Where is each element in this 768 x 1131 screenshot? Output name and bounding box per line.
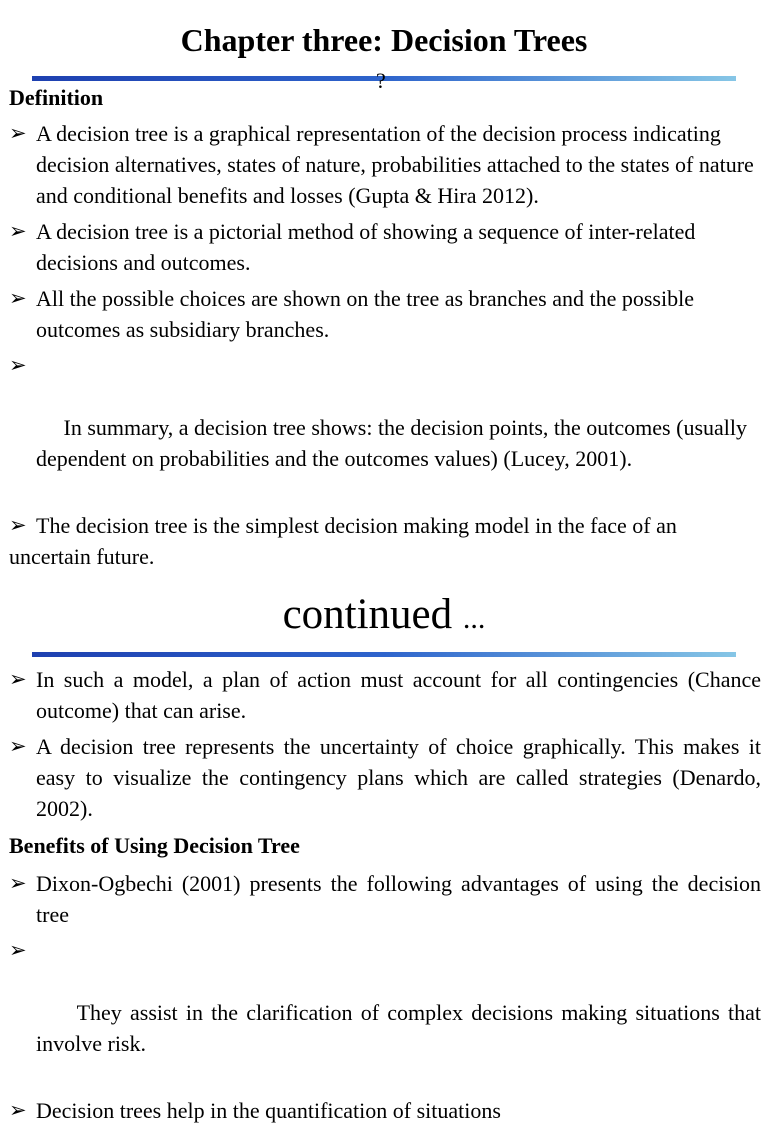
continued-bullet-2 — [9, 731, 761, 824]
continued-bullet-list — [9, 664, 761, 829]
bullet-text: A decision tree is a graphical representation of the decision process indicating decision alternatives, states of nature, probabilities attached to the states of nature and conditional benefits and losses (Gupta & Hira 2012). — [36, 121, 754, 208]
benefits-bullet-3 — [9, 1095, 761, 1126]
title-question-mark: ? — [376, 68, 386, 93]
benefits-bullet-list — [9, 868, 767, 1131]
arrow-bullet-icon: ➢ — [9, 219, 27, 243]
definition-bullet-4 — [9, 350, 761, 505]
definition-bullet-3 — [9, 283, 761, 345]
benefits-heading: Benefits of Using Decision Tree — [9, 833, 300, 858]
arrow-bullet-icon: ➢ — [9, 353, 27, 377]
benefits-bullet-2 — [9, 935, 767, 1090]
continued-underline — [32, 652, 736, 657]
arrow-bullet-icon: ➢ — [9, 1098, 27, 1122]
arrow-bullet-icon: ➢ — [9, 938, 27, 962]
bullet-text: All the possible choices are shown on the tree as branches and the possible outcomes as subsidiary branches. — [36, 286, 694, 342]
arrow-bullet-icon: ➢ — [9, 121, 27, 145]
arrow-bullet-icon: ➢ — [9, 286, 27, 310]
bullet-text: A decision tree represents the uncertainty of choice graphically. This makes it easy to visualize the contingency plans which are called strategies (Denardo, 2002). — [36, 734, 761, 821]
chapter-title: Chapter three: Decision Trees — [180, 22, 588, 58]
definition-bullet-2 — [9, 216, 761, 278]
arrow-bullet-icon: ➢ — [9, 667, 27, 691]
bullet-text: The decision tree is the simplest decision making model in the face of an uncertain future. — [9, 513, 677, 569]
arrow-bullet-icon: ➢ — [9, 871, 27, 895]
continued-title-dots: ... — [462, 602, 486, 635]
bullet-text: They assist in the clarification of complex decisions making situations that involve risk. — [36, 1000, 767, 1056]
benefits-bullet-1 — [9, 868, 761, 930]
bullet-text: In summary, a decision tree shows: the decision points, the outcomes (usually dependent on probabilities and the outcomes values) (Lucey, 2001). — [36, 415, 753, 471]
arrow-bullet-icon: ➢ — [9, 513, 27, 537]
arrow-bullet-icon: ➢ — [9, 734, 27, 758]
bullet-text: Decision trees help in the quantification of situations — [36, 1098, 501, 1123]
continued-title-text: continued — [282, 591, 453, 638]
continued-title — [0, 588, 768, 646]
bullet-text: In such a model, a plan of action must account for all contingencies (Chance outcome) that can arise. — [36, 667, 761, 723]
definition-heading: Definition — [9, 85, 104, 110]
definition-bullet-list — [9, 118, 761, 577]
definition-bullet-5 — [9, 510, 761, 572]
definition-bullet-1 — [9, 118, 761, 211]
bullet-text: Dixon-Ogbechi (2001) presents the following advantages of using the decision tree — [36, 871, 761, 927]
bullet-text: A decision tree is a pictorial method of showing a sequence of inter-related decisions and outcomes. — [36, 219, 696, 275]
continued-bullet-1 — [9, 664, 761, 726]
